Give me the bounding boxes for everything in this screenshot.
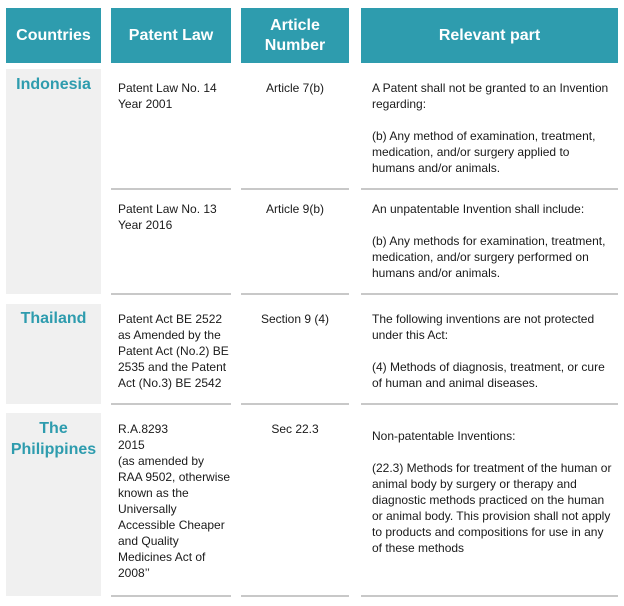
country-name-thailand: Thailand xyxy=(20,310,87,327)
table-cell-article: Section 9 (4) xyxy=(260,312,330,326)
table-cell-law: Patent Law No. 13 Year 2016 xyxy=(118,202,217,232)
table-cell-article: Article 7(b) xyxy=(265,81,324,95)
row-divider xyxy=(241,188,349,190)
country-cell-indonesia xyxy=(6,69,101,294)
table-cell-article: Article 9(b) xyxy=(265,202,324,216)
row-divider xyxy=(111,293,231,295)
row-divider xyxy=(111,403,231,405)
row-divider xyxy=(361,188,618,190)
table-cell-relevant: A Patent shall not be granted to an Invention regarding: (b) Any method of examination, treatment, medication, and/or surgery applied to humans and/or animals. xyxy=(372,81,609,175)
row-divider xyxy=(111,595,231,597)
table-cell-article: Sec 22.3 xyxy=(271,422,319,436)
table-cell-law: Patent Law No. 14 Year 2001 xyxy=(118,81,217,111)
table-cell-relevant: Non-patentable Inventions: (22.3) Methods for treatment of the human or animal body by surgery or therapy and diagnostic methods practiced on the human or animal body. This provision shall not apply to products and compositions for use in any of these methods xyxy=(372,429,612,555)
table-cell-relevant: An unpatentable Invention shall include: (b) Any methods for examination, treatment, medication, and/or surgery performed on humans and/or animals. xyxy=(372,202,606,280)
country-name-indonesia: Indonesia xyxy=(16,76,91,93)
row-divider xyxy=(241,403,349,405)
table-cell-law: R.A.8293 2015 (as amended by RAA 9502, otherwise known as the Universally Accessible Cheaper and Quality Medicines Act of 2008’’ xyxy=(118,422,231,580)
header-countries: Countries xyxy=(6,8,101,63)
row-divider xyxy=(361,595,618,597)
country-name-philippines: The Philippines xyxy=(10,420,97,458)
row-divider xyxy=(241,595,349,597)
table-cell-relevant: The following inventions are not protected under this Act: (4) Methods of diagnosis, treatment, or cure of human and animal diseases. xyxy=(372,312,605,390)
table-cell-law: Patent Act BE 2522 as Amended by the Patent Act (No.2) BE 2535 and the Patent Act (No.3) BE 2542 xyxy=(118,312,229,390)
row-divider xyxy=(361,293,618,295)
header-article-number: Article Number xyxy=(241,8,349,63)
header-patent-law: Patent Law xyxy=(111,8,231,63)
header-relevant-part: Relevant part xyxy=(361,8,618,63)
row-divider xyxy=(111,188,231,190)
row-divider xyxy=(241,293,349,295)
row-divider xyxy=(361,403,618,405)
